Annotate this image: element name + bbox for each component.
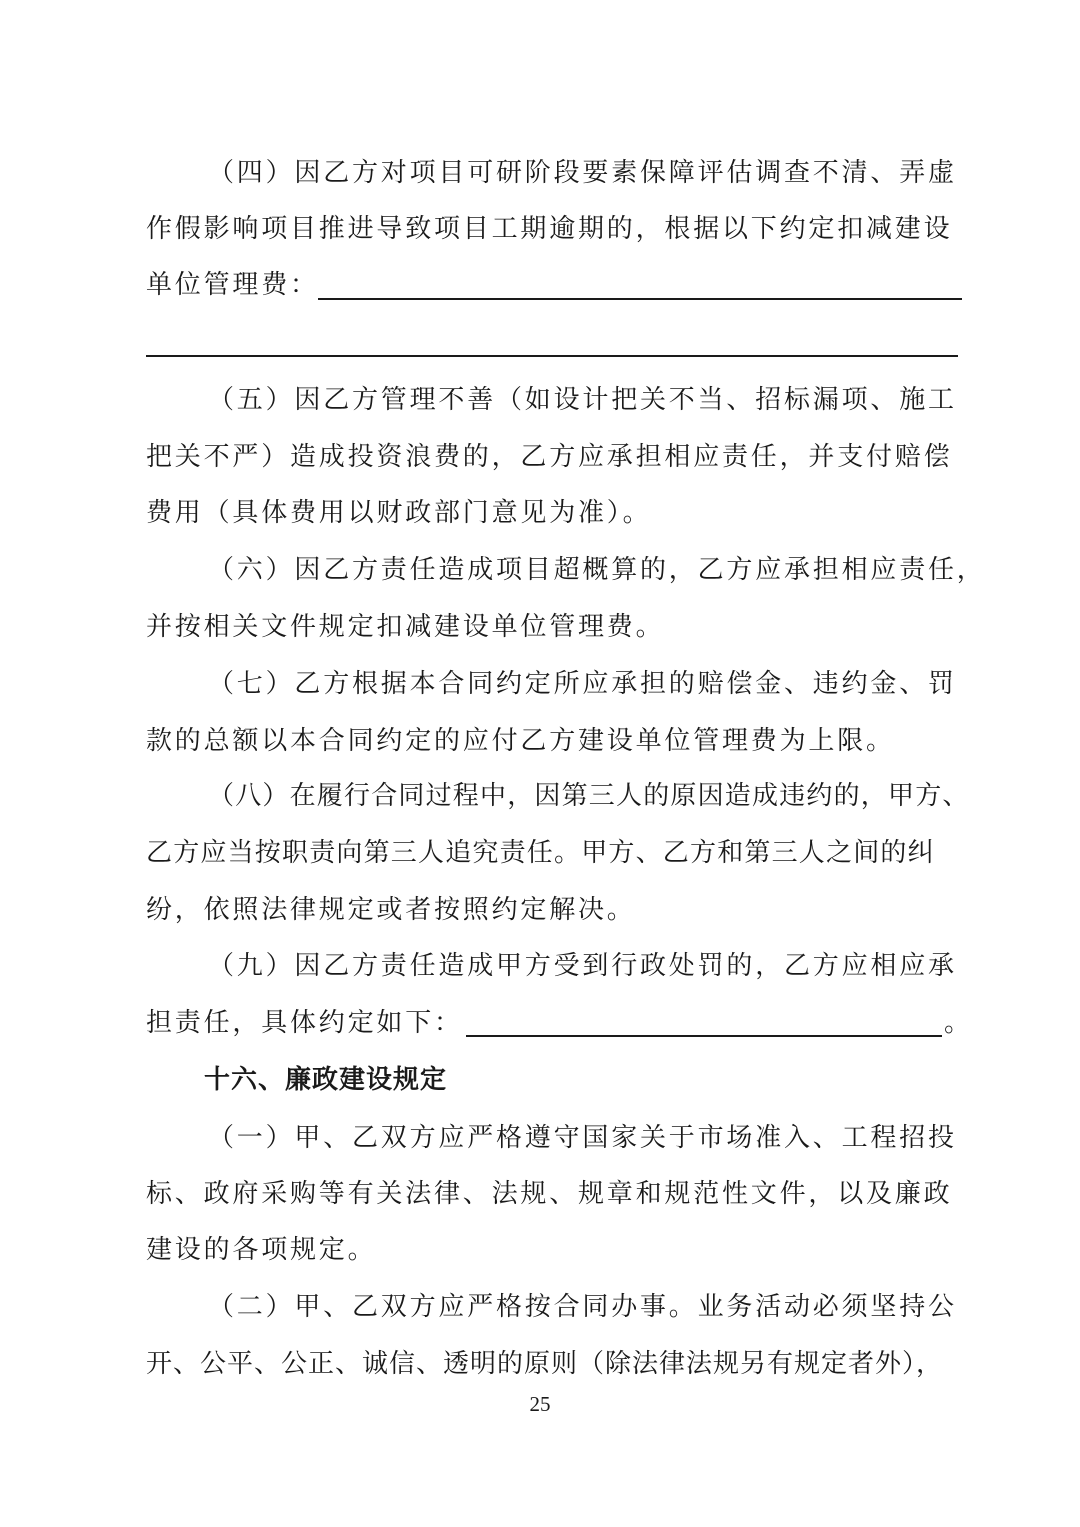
fill-in-blank-line bbox=[146, 355, 958, 357]
paragraph-9-line-1: （九）因乙方责任造成甲方受到行政处罚的，乙方应相应承 bbox=[208, 951, 957, 981]
sentence-end-mark: 。 bbox=[944, 1008, 973, 1038]
paragraph-9-line-2: 担责任，具体约定如下： bbox=[146, 1008, 463, 1038]
paragraph-16-1-line-1: （一）甲、乙双方应严格遵守国家关于市场准入、工程招投 bbox=[208, 1123, 957, 1153]
fill-in-blank-line bbox=[466, 1035, 942, 1037]
paragraph-8-line-2: 乙方应当按职责向第三人追究责任。甲方、乙方和第三人之间的纠 bbox=[146, 838, 935, 868]
paragraph-8-line-1: （八）在履行合同过程中，因第三人的原因造成违约的，甲方、 bbox=[208, 781, 970, 811]
paragraph-16-1-line-3: 建设的各项规定。 bbox=[146, 1235, 377, 1265]
paragraph-5-line-3: 费用（具体费用以财政部门意见为准）。 bbox=[146, 498, 652, 528]
page-number: 25 bbox=[529, 1392, 551, 1416]
paragraph-7-line-1: （七）乙方根据本合同约定所应承担的赔偿金、违约金、罚 bbox=[208, 669, 957, 699]
paragraph-4-line-3: 单位管理费： bbox=[146, 270, 319, 300]
paragraph-4-line-2: 作假影响项目推进导致项目工期逾期的，根据以下约定扣减建设 bbox=[146, 214, 953, 244]
paragraph-6-line-2: 并按相关文件规定扣减建设单位管理费。 bbox=[146, 612, 665, 642]
paragraph-5-line-2: 把关不严）造成投资浪费的，乙方应承担相应责任，并支付赔偿 bbox=[146, 442, 953, 472]
fill-in-blank-line bbox=[318, 298, 962, 300]
paragraph-6-line-1: （六）因乙方责任造成项目超概算的，乙方应承担相应责任， bbox=[208, 555, 986, 585]
paragraph-8-line-3: 纷，依照法律规定或者按照约定解决。 bbox=[146, 895, 636, 925]
paragraph-7-line-2: 款的总额以本合同约定的应付乙方建设单位管理费为上限。 bbox=[146, 726, 895, 756]
paragraph-16-2-line-2: 开、公平、公正、诚信、透明的原则（除法律法规另有规定者外）， bbox=[146, 1349, 944, 1379]
paragraph-4-line-1: （四）因乙方对项目可研阶段要素保障评估调查不清、弄虚 bbox=[208, 158, 957, 188]
paragraph-5-line-1: （五）因乙方管理不善（如设计把关不当、招标漏项、施工 bbox=[208, 385, 957, 415]
paragraph-16-2-line-1: （二）甲、乙双方应严格按合同办事。业务活动必须坚持公 bbox=[208, 1292, 957, 1322]
section-heading: 十六、廉政建设规定 bbox=[204, 1065, 448, 1095]
paragraph-16-1-line-2: 标、政府采购等有关法律、法规、规章和规范性文件，以及廉政 bbox=[146, 1179, 953, 1209]
